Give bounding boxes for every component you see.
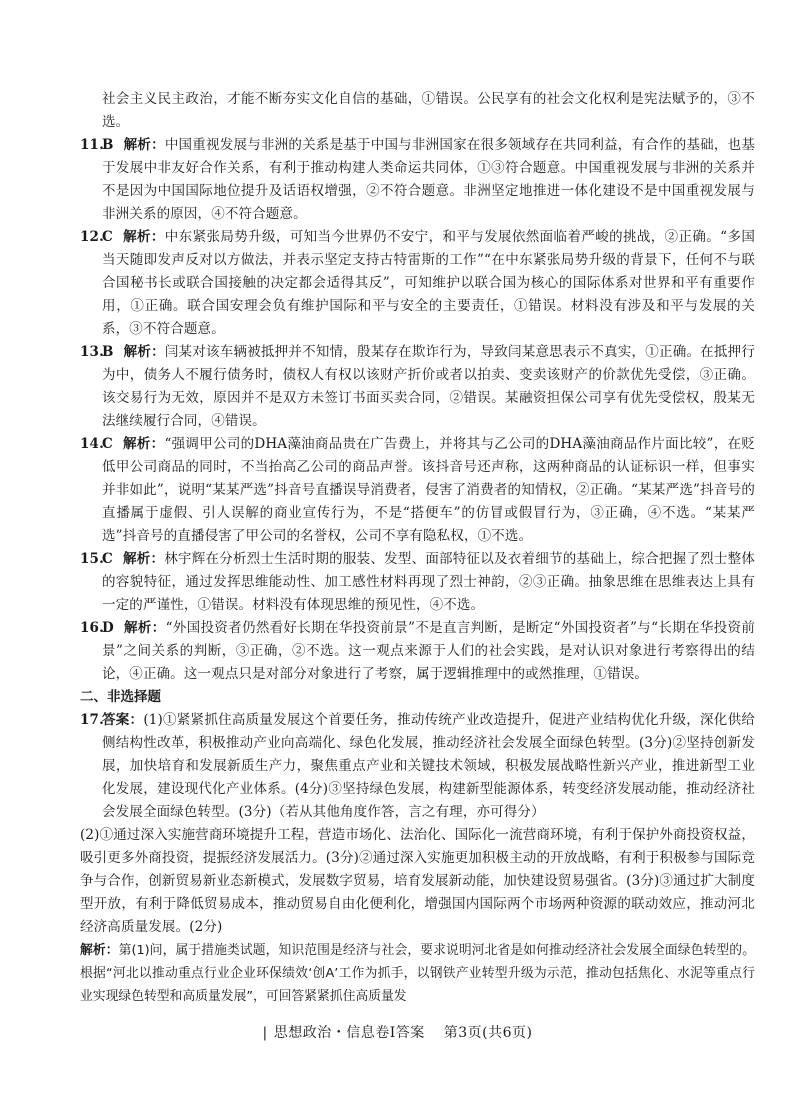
answer-item-16 [80, 617, 755, 686]
answer-item-14 [80, 433, 755, 548]
page-footer [0, 1022, 789, 1042]
explanation-label: 解析： [80, 943, 119, 958]
item-number: 16. [80, 620, 104, 636]
item-text: 闫某对该车辆被抵押并不知情，殷某存在欺诈行为，导致闫某意思表示不真实，①正确。在抵押行为中，债务人不履行债务时，债权人有权以该财产折价或者以拍卖、变卖该财产的价款优先受偿，③正确。该交易行为无效，原因并不是双方未签订书面买卖合同，②错误。某融资担保公司享有优先受偿权，殷某无法继续履行合同，④错误。 [102, 344, 756, 429]
answer-item-11 [80, 134, 755, 226]
answer-item-17 [80, 709, 755, 824]
item-text: “外国投资者仍然看好长期在华投资前景”不是直言判断，是断定“外国投资者”与“长期在华投资前景”之间关系的判断，③正确，②不选。这一观点来源于人们的社会实践，是对认识对象进行考察得出的结论，④正确。这一观点只是对部分对象进行了考察，属于逻辑推理中的或然推理，①错误。 [102, 620, 755, 682]
item-answer: C [102, 436, 113, 452]
answer-item-13 [80, 341, 755, 433]
intro-continuation: 社会主义民主政治，才能不断夯实文化自信的基础，①错误。公民享有的社会文化权利是宪法赋予的，③不选。 [102, 91, 755, 130]
footer-page-number: 第3页(共6页) [443, 1025, 533, 1041]
answer-item-12 [80, 226, 755, 341]
item-label: 解析： [123, 137, 165, 153]
item-number: 11. [80, 137, 104, 153]
answer-part-2: (2)①通过深入实施营商环境提升工程，营造市场化、法治化、国际化一流营商环境，有利于保护外商投资权益，吸引更多外商投资，提振经济发展活力。(3分)②通过深入实施更加积极主动的开放战略，有利于积极参与国际竞争与合作，创新贸易新业态新模式，发展数字贸易，培育发展新动能，加快建设贸易强省。(3分)③通过扩大制度型开放，有利于降低贸易成本，推动贸易自由化便利化，增强国内国际两个市场两种资源的联动效应，推动河北经济高质量发展。(2分) [80, 827, 755, 935]
item-text: 中国重视发展与非洲的关系是基于中国与非洲国家在很多领域存在共同利益，有合作的基础，也基于发展中非友好合作关系，有利于推动构建人类命运共同体，①③符合题意。中国重视发展与非洲的关系并不是因为中国国际地位提升及话语权增强，②不符合题意。非洲坚定地推进一体化建设不是中国重视发展与非洲关系的原因，④不符合题意。 [102, 137, 756, 222]
explanation [80, 939, 755, 1008]
item-label: 解析： [123, 620, 166, 636]
item-text: 中东紧张局势升级，可知当今世界仍不安宁，和平与发展依然面临着严峻的挑战，②正确。“多国当天随即发声反对以方做法，并表示坚定支持古特雷斯的工作”“在中东紧张局势升级的背景下，任何不与联合国秘书长或联合国接触的决定都会适得其反”，可知维护以联合国为核心的国际体系对世界和平有重要作用，①正确。联合国安理会负有维护国际和平与安全的主要责任，①错误。材料没有涉及和平与发展的关系，③不符合题意。 [102, 229, 755, 337]
answer-part-1: (1)①紧紧抓住高质量发展这个首要任务，推动传统产业改造提升，促进产业结构优化升级，深化供给侧结构性改革，积极推动产业向高端化、绿色化发展，推动经济社会发展全面绿色转型。(3分)②坚持创新发展，加快培育和发展新质生产力，聚焦重点产业和关键技术领域，积极发展战略性新兴产业，推进新型工业化发展，建设现代化产业体系。(4分)③坚持绿色发展，构建新型能源体系，转变经济发展动能，推动经济社会发展全面绿色转型。(3分)（若从其他角度作答，言之有理，亦可得分） [102, 712, 755, 820]
item-label: 解析： [123, 344, 165, 360]
item-text: 林宇辉在分析烈士生活时期的服装、发型、面部特征以及衣着细节的基础上，综合把握了烈士整体的容貌特征，通过发挥思维能动性、加工感性材料再现了烈士神韵，②③正确。抽象思维在思维表达上具有一定的严谨性，①错误。材料没有体现思维的预见性，④不选。 [102, 551, 756, 613]
answer-item-15 [80, 548, 755, 617]
item-text: “强调甲公司的DHA藻油商品贵在广告费上，并将其与乙公司的DHA藻油商品作片面比较”，在贬低甲公司商品的同时，不当抬高乙公司的商品声誉。该抖音号还声称，这两种商品的认证标识一样，但事实并非如此”，说明“某某严选”抖音号直播误导消费者，侵害了消费者的知情权，②正确。“某某严选”抖音号的直播属于虚假、引人误解的商业宣传行为，不是“搭便车”的仿冒或假冒行为，③正确，④不选。“某某严选”抖音号的直播侵害了甲公司的名誉权，公司不享有隐私权，①不选。 [102, 436, 755, 544]
explanation-text: 第(1)问，属于措施类试题，知识范围是经济与社会，要求说明河北省是如何推动经济社会发展全面绿色转型的。根据“河北以推动重点行业企业环保绩效‘创A’工作为抓手，以钢铁产业转型升级为示范，推动包括焦化、水泥等重点行业实现绿色转型和高质量发展”，可回答紧紧抓住高质量发 [80, 943, 755, 1004]
section-heading: 二、非选择题 [80, 689, 161, 705]
item-number: 17. [80, 712, 104, 728]
item-number: 14. [80, 436, 104, 452]
item-number: 15. [80, 551, 104, 567]
item-label: 解析： [122, 229, 165, 245]
item-number: 13. [80, 344, 104, 360]
answer-label: 答案： [102, 712, 144, 728]
item-answer: B [102, 344, 114, 360]
footer-title: 思想政治・信息卷Ⅰ答案 [273, 1025, 425, 1041]
item-label: 解析： [122, 551, 165, 567]
footer-bar: | [262, 1025, 268, 1041]
item-answer: D [102, 620, 114, 636]
item-label: 解析： [122, 436, 165, 452]
item-answer: B [102, 137, 114, 153]
item-number: 12. [80, 229, 104, 245]
item-answer: C [102, 551, 113, 567]
item-answer: C [102, 229, 113, 245]
